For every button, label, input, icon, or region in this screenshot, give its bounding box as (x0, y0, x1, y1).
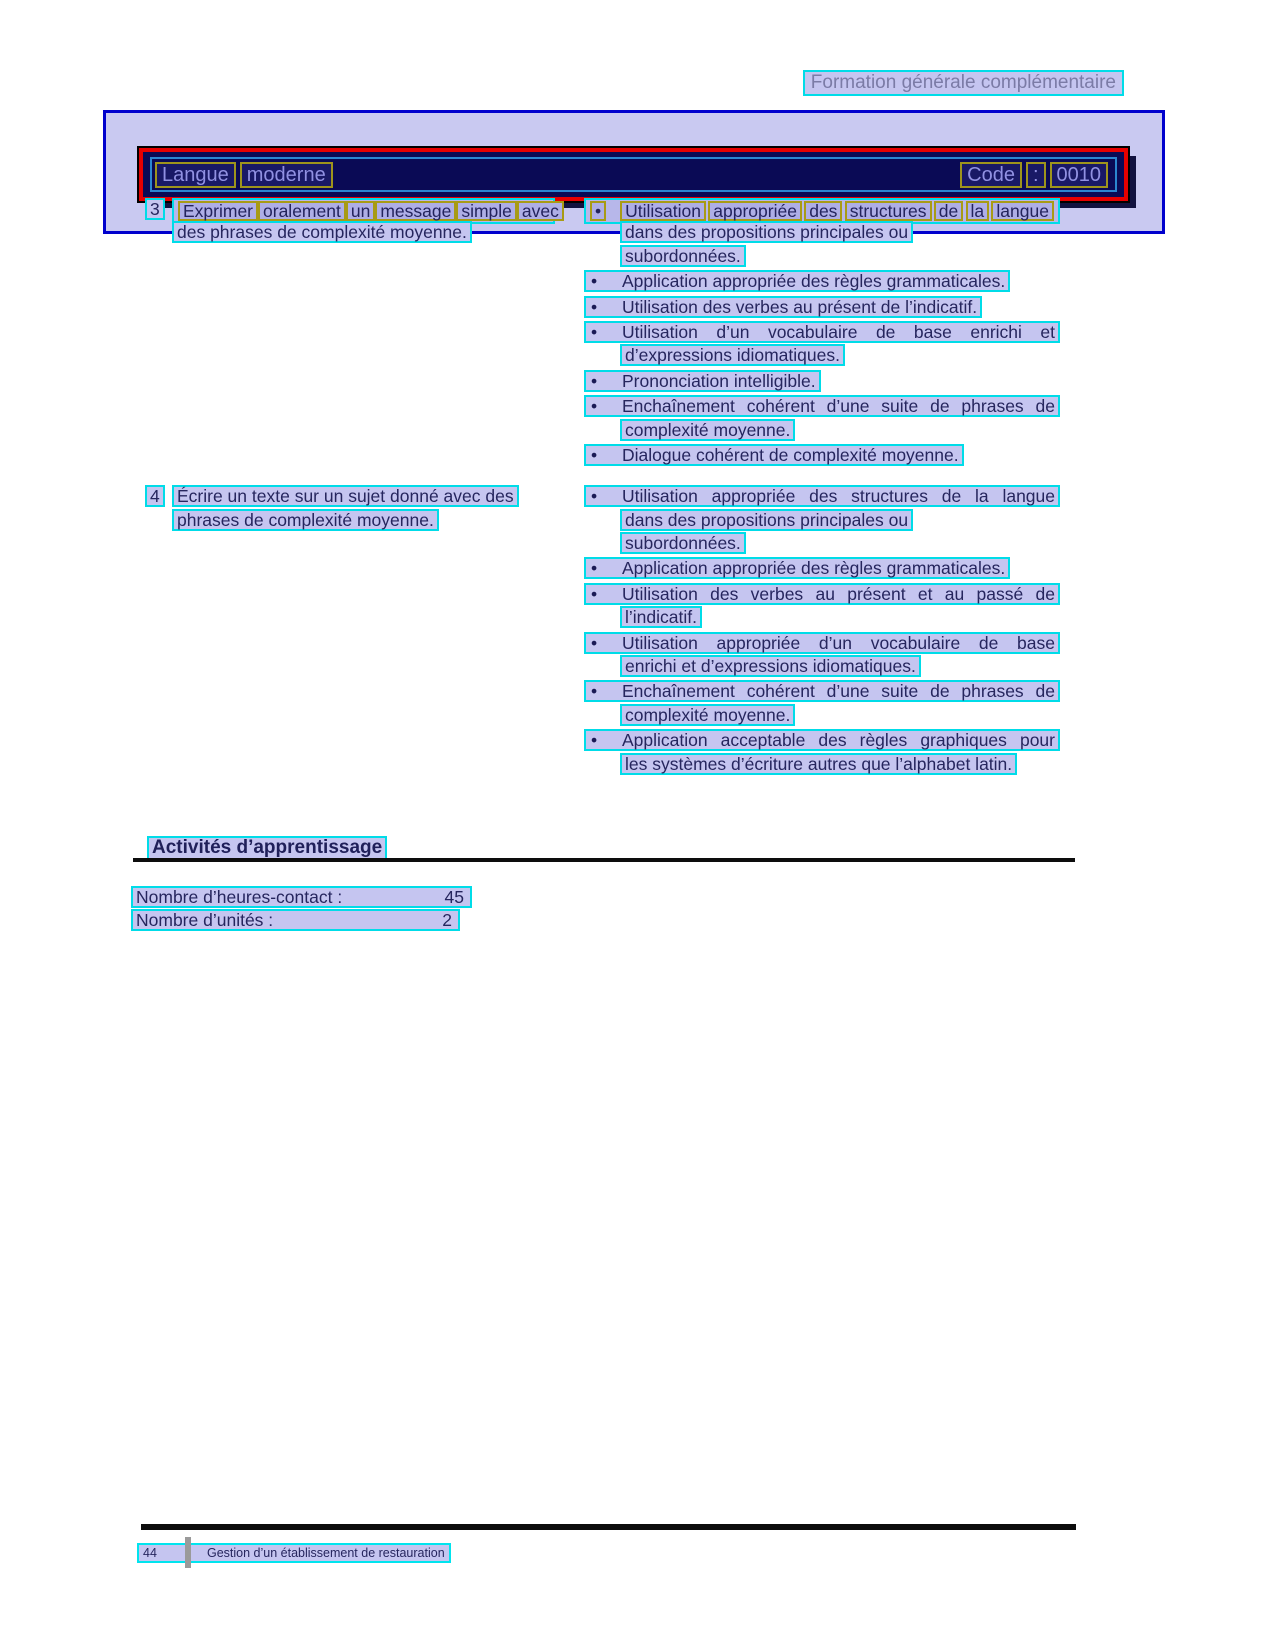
course-code-value: 0010 (1050, 162, 1109, 188)
objective-3-criteria (584, 198, 1060, 469)
criterion-line (584, 583, 1060, 606)
objective-4-criteria (584, 485, 1060, 778)
criterion-word: la (966, 201, 990, 221)
criterion (584, 557, 1060, 580)
criterion-text: Utilisation des verbes au présent de l’indicatif. (622, 296, 978, 317)
hours-contact-value: 45 (444, 887, 464, 907)
statement-line (172, 485, 555, 508)
criterion-bullet-line (584, 557, 1010, 579)
criterion-line (584, 444, 1060, 467)
criterion-text: Utilisation appropriée des structures de la langue (622, 486, 1055, 507)
criterion-word: Utilisation (620, 201, 706, 221)
footer-rule (141, 1524, 1076, 1530)
criterion-line (584, 270, 1060, 293)
course-title-word: Langue (155, 162, 236, 188)
criterion-text: subordonnées. (620, 245, 746, 267)
criterion-text: Prononciation intelligible. (622, 370, 816, 391)
criterion-line (584, 485, 1060, 508)
hours-contact-box (131, 886, 472, 908)
bullet-icon: • (591, 632, 598, 653)
bullet-icon: • (591, 370, 598, 391)
bullet-icon: • (591, 730, 598, 751)
running-header-text: Formation générale complémentaire (803, 70, 1124, 96)
criterion-line (584, 753, 1060, 776)
statement-word: message (375, 201, 456, 221)
criterion-text: dans des propositions principales ou (620, 509, 913, 531)
criterion-text: Application acceptable des règles graphiques pour (622, 730, 1055, 751)
objective-3-number-cell (145, 198, 172, 469)
criterion-bullet-line (584, 485, 1060, 507)
criterion-bullet-line (584, 270, 1010, 292)
activities-heading (147, 836, 387, 860)
criterion-line (584, 606, 1060, 629)
objective-4-statement (145, 485, 555, 778)
section-rule (133, 858, 1075, 862)
statement-word-row (172, 198, 559, 224)
criterion (584, 270, 1060, 293)
criterion-line (584, 221, 1060, 244)
bullet-icon: • (591, 583, 598, 604)
criterion-text: enrichi et d’expressions idiomatiques. (620, 655, 921, 677)
statement-text: Écrire un texte sur un sujet donné avec des (172, 485, 519, 507)
criterion-text: Dialogue cohérent de complexité moyenne. (622, 444, 959, 465)
course-title-word: moderne (240, 162, 333, 188)
statement-text: des phrases de complexité moyenne. (172, 221, 472, 243)
objective-4-text (172, 485, 555, 778)
statement-line (172, 509, 555, 532)
criterion-line (584, 198, 1060, 221)
criterion-text: l’indicatif. (620, 606, 702, 628)
statement-word: avec (517, 201, 564, 221)
criterion-bullet-line (584, 583, 1060, 605)
criterion-text: dans des propositions principales ou (620, 221, 913, 243)
objective-3-text (172, 198, 559, 469)
criterion-line (584, 704, 1060, 727)
course-bar (139, 148, 1128, 201)
hours-contact-row (131, 886, 472, 908)
criterion (584, 444, 1060, 467)
criterion-text: complexité moyenne. (620, 704, 795, 726)
course-code-label: Code (960, 162, 1022, 188)
criterion-line (584, 509, 1060, 532)
bullet-icon: • (591, 296, 598, 317)
criterion-line (584, 532, 1060, 555)
objectives-table (145, 198, 1060, 778)
bullet-icon: • (591, 396, 598, 417)
criterion-line (584, 729, 1060, 752)
criterion-text: Utilisation des verbes au présent et au passé de (622, 583, 1055, 604)
criterion-line (584, 395, 1060, 418)
criterion-bullet-line (584, 395, 1060, 417)
course-code-separator: : (1026, 162, 1046, 188)
criterion (584, 485, 1060, 555)
statement-word: simple (456, 201, 517, 221)
criterion-line (584, 680, 1060, 703)
criterion-text: Utilisation appropriée d’un vocabulaire de base (622, 632, 1055, 653)
criterion (584, 729, 1060, 776)
criterion (584, 680, 1060, 727)
criterion-word: de (934, 201, 963, 221)
objective-row-4 (145, 485, 1060, 778)
criterion-bullet-line (584, 321, 1060, 343)
statement-word: un (346, 201, 375, 221)
criterion-words (620, 201, 1054, 221)
criterion-text: d’expressions idiomatiques. (620, 344, 845, 366)
statement-text: phrases de complexité moyenne. (172, 509, 439, 531)
objective-4-number-cell (145, 485, 172, 778)
criterion-text: Enchaînement cohérent d’une suite de phrases de (622, 396, 1055, 417)
bullet-icon: • (591, 486, 598, 507)
statement-word: Exprimer (178, 201, 258, 221)
criterion-text: Application appropriée des règles grammaticales. (622, 271, 1006, 292)
criterion-bullet-line (584, 680, 1060, 702)
objective-number: 3 (145, 198, 165, 220)
criterion (584, 395, 1060, 442)
criterion-word: langue (991, 201, 1054, 221)
statement-line (172, 221, 555, 244)
page-number: 44 (143, 1546, 157, 1560)
criterion (584, 370, 1060, 393)
bullet-icon: • (590, 201, 606, 221)
course-title (155, 162, 337, 188)
criterion-text: Application appropriée des règles grammaticales. (622, 558, 1006, 579)
criterion-line (584, 344, 1060, 367)
statement-word: oralement (258, 201, 346, 221)
criterion (584, 632, 1060, 679)
bullet-icon: • (591, 681, 598, 702)
units-row (131, 909, 460, 931)
criterion-text: les systèmes d’écriture autres que l’alphabet latin. (620, 753, 1017, 775)
hours-contact-label: Nombre d’heures-contact : (136, 887, 343, 907)
criterion-word-row (584, 198, 1060, 224)
criterion-line (584, 296, 1060, 319)
bullet-icon: • (591, 444, 598, 465)
criterion-text: Enchaînement cohérent d’une suite de phrases de (622, 681, 1055, 702)
criterion-line (584, 632, 1060, 655)
criterion-bullet-line (584, 296, 982, 318)
criterion-word: structures (845, 201, 932, 221)
criterion-line (584, 370, 1060, 393)
bullet-icon: • (591, 271, 598, 292)
criterion-line (584, 557, 1060, 580)
criterion-line (584, 245, 1060, 268)
units-box (131, 909, 460, 931)
criterion (584, 583, 1060, 630)
bullet-icon: • (591, 558, 598, 579)
criterion-line (584, 419, 1060, 442)
criterion-text: subordonnées. (620, 532, 746, 554)
criterion-bullet-line (584, 729, 1060, 751)
activities-heading-text: Activités d’apprentissage (147, 836, 387, 860)
criterion-bullet-line (584, 370, 821, 392)
footer-divider-bar (185, 1537, 191, 1568)
units-value: 2 (442, 910, 452, 930)
objective-row-3 (145, 198, 1060, 469)
course-code (960, 162, 1112, 188)
criterion-text: Utilisation d’un vocabulaire de base enrichi et (622, 321, 1055, 342)
objective-3-statement (145, 198, 559, 469)
bullet-icon: • (591, 321, 598, 342)
criterion (584, 321, 1060, 368)
criterion-bullet-line (584, 632, 1060, 654)
objective-number: 4 (145, 485, 165, 507)
criterion-line (584, 655, 1060, 678)
criterion (584, 296, 1060, 319)
criterion-word: appropriée (708, 201, 802, 221)
criterion-word: des (804, 201, 842, 221)
criterion (584, 198, 1060, 268)
footer-text: Gestion d’un établissement de restauration (207, 1546, 445, 1560)
criterion-line (584, 321, 1060, 344)
criterion-text: complexité moyenne. (620, 419, 795, 441)
statement-line (172, 198, 559, 221)
running-header (803, 70, 1124, 96)
criterion-bullet-line (584, 444, 964, 466)
units-label: Nombre d’unités : (136, 910, 274, 930)
course-bar-line (150, 157, 1117, 192)
